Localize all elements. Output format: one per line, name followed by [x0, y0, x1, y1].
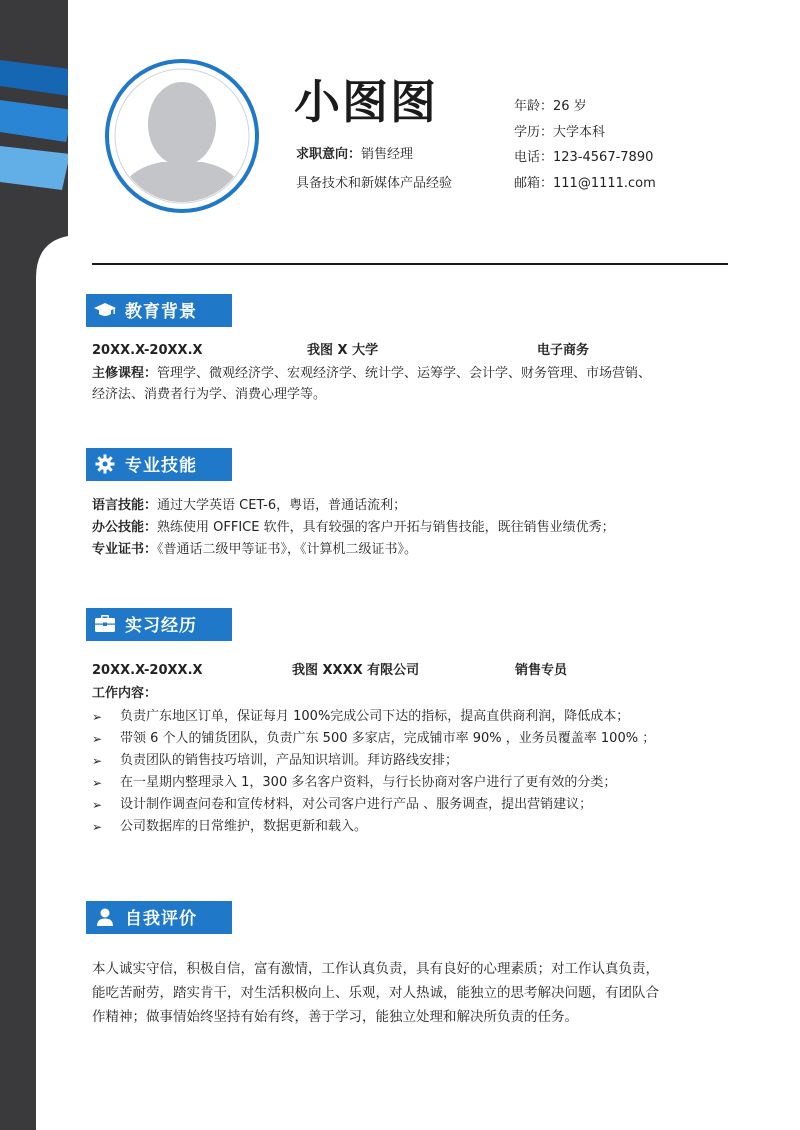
graduation-cap-icon [94, 299, 116, 321]
skill-text-office: 熟练使用 OFFICE 软件，具有较强的客户开拓与销售技能，既往销售业绩优秀； [157, 520, 615, 535]
header-divider [92, 263, 728, 265]
list-item [92, 816, 655, 838]
skill-label-office: 办公技能： [92, 520, 158, 535]
arrow-bullet-icon: ➢ [92, 710, 103, 724]
job-intent-value: 销售经理 [361, 147, 414, 162]
arrow-bullet-icon: ➢ [92, 732, 103, 746]
list-item [92, 728, 655, 750]
internship-company: 我图 XXXX 有限公司 [292, 663, 420, 678]
skill-text-cert: 《普通话二级甲等证书》，《计算机二级证书》。 [157, 542, 418, 557]
job-intent-label: 求职意向： [296, 147, 362, 162]
briefcase-icon [94, 613, 116, 635]
list-item [92, 750, 655, 772]
section-header-skills [86, 448, 232, 479]
skill-item-cert [92, 540, 417, 560]
self-eval-line: 作精神；做事情始终坚持有始有终，善于学习，能独立处理和解决所负责的任务。 [92, 1009, 578, 1025]
section-header-internship [86, 608, 232, 639]
skill-label-language: 语言技能： [92, 498, 158, 513]
work-content-label: 工作内容： [92, 686, 158, 701]
list-item [92, 772, 655, 794]
list-item [92, 706, 655, 728]
section-title-skills: 专业技能 [125, 456, 197, 476]
avatar [104, 58, 260, 214]
bullet-text: 负责广东地区订单，保证每月 100%完成公司下达的指标，提高直供商利润，降低成本； [120, 709, 630, 724]
arrow-bullet-icon: ➢ [92, 754, 103, 768]
self-eval-line: 能吃苦耐劳，踏实肯干，对生活积极向上、乐观，对人热诚，能独立的思考解决问题，有团队合 [92, 985, 659, 1001]
self-eval-line: 本人诚实守信，积极自信，富有激情，工作认真负责，具有良好的心理素质；对工作认真负责， [92, 961, 659, 977]
job-intent [296, 147, 413, 163]
candidate-name: 小图图 [294, 75, 438, 129]
section-title-education: 教育背景 [125, 302, 197, 322]
contact-email: 邮箱：111@1111.com [514, 175, 656, 191]
self-evaluation-text [92, 957, 728, 1029]
courses-label: 主修课程： [92, 366, 158, 381]
bullet-text: 负责团队的销售技巧培训，产品知识培训。拜访路线安排； [120, 753, 459, 768]
section-title-self: 自我评价 [125, 909, 197, 929]
arrow-bullet-icon: ➢ [92, 820, 103, 834]
internship-date: 20XX.X-20XX.X [92, 663, 203, 678]
arrow-bullet-icon: ➢ [92, 776, 103, 790]
bullet-text: 在一星期内整理录入 1，300 多名客户资料，与行长协商对客户进行了更有效的分类； [120, 775, 617, 790]
list-item [92, 794, 655, 816]
skill-label-cert: 专业证书： [92, 542, 158, 557]
internship-position: 销售专员 [515, 663, 568, 678]
gear-icon [94, 453, 116, 475]
contact-education: 学历：大学本科 [514, 124, 606, 140]
left-sidebar-decoration [0, 0, 68, 1130]
section-header-self [86, 901, 232, 932]
skill-item-office [92, 518, 615, 538]
courses-line2: 经济法、消费者行为学、消费心理学等。 [92, 387, 327, 402]
contact-age: 年龄：26 岁 [514, 99, 587, 114]
bullet-text: 公司数据库的日常维护，数据更新和载入。 [120, 819, 368, 834]
courses-line1: 管理学、微观经济学、宏观经济学、统计学、运筹学、会计学、财务管理、市场营销、 [157, 366, 652, 381]
education-major: 电子商务 [537, 343, 590, 358]
education-school: 我图 X 大学 [307, 343, 379, 358]
bullet-text: 设计制作调查问卷和宣传材料，对公司客户进行产品 、服务调查，提出营销建议； [120, 797, 593, 812]
section-title-internship: 实习经历 [125, 616, 197, 636]
tagline: 具备技术和新媒体产品经验 [296, 176, 453, 191]
bullet-text: 带领 6 个人的铺货团队，负责广东 500 多家店，完成铺市率 90% ，业务员覆盖率 100% ； [120, 731, 656, 746]
user-icon [94, 906, 116, 928]
skill-item-language [92, 496, 406, 516]
contact-info [514, 94, 656, 196]
arrow-bullet-icon: ➢ [92, 798, 103, 812]
work-content-list [92, 706, 655, 838]
contact-phone: 电话：123-4567-7890 [514, 150, 654, 165]
section-header-education [86, 294, 232, 325]
education-date: 20XX.X-20XX.X [92, 343, 203, 358]
education-courses [92, 364, 651, 384]
skill-text-language: 通过大学英语 CET-6，粤语，普通话流利； [157, 498, 407, 513]
